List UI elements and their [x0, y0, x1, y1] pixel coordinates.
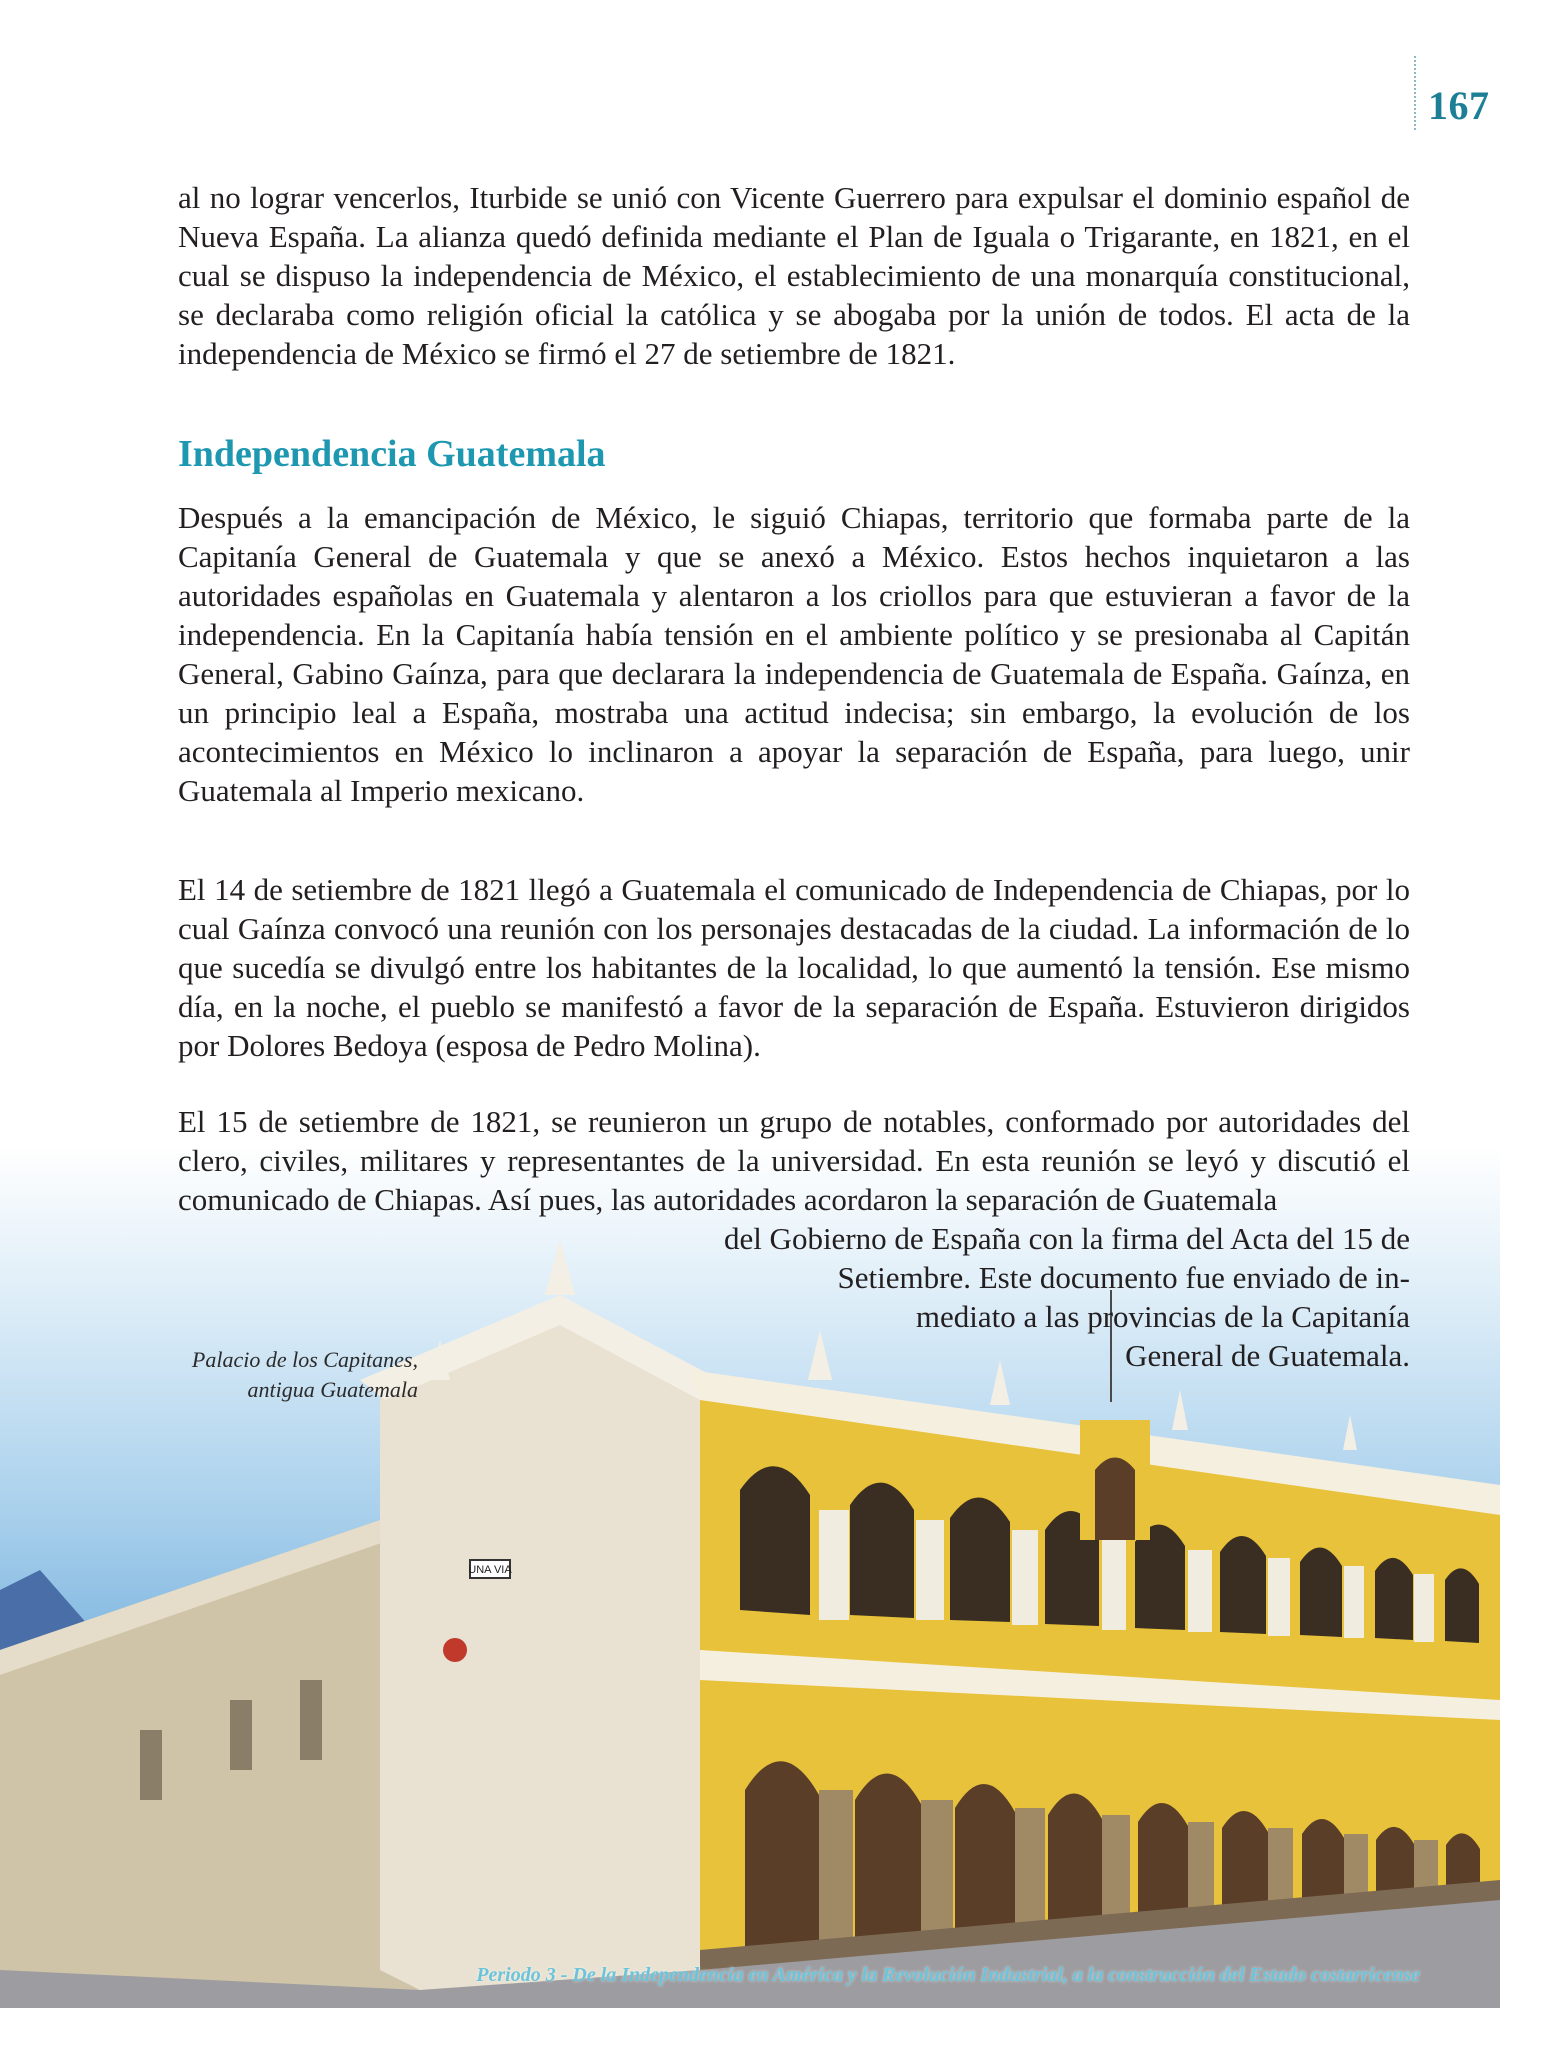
section-heading: Independencia Guatemala: [178, 433, 606, 475]
corner-block-shape: [380, 1320, 700, 1990]
page-number: 167: [1428, 83, 1490, 128]
footer-period-title: Periodo 3 - De la Independencia en América y la Revolución Industrial, a la construcción del Estado costarricense: [476, 1964, 1420, 1986]
page-number-rule: [1414, 56, 1416, 130]
paragraph-intro: al no lograr vencerlos, Iturbide se unió con Vicente Guerrero para expulsar el dominio español de Nueva España. La alianza quedó definida mediante el Plan de Iguala o Trigarante, en 1821, en el cual se dispuso la independencia de México, el establecimiento de una monarquía constitucional, se declaraba como religión oficial la católica y se abogaba por la unión de todos. El acta de la independencia de México se firmó el 27 de setiembre de 1821.: [178, 180, 1410, 371]
street-sign-text: UNA VIA: [468, 1564, 512, 1576]
paragraph-3-continuation: del Gobierno de España con la firma del Acta del 15 de Setiembre. Este documento fue enviado de in- mediato a las provincias de la Capitanía General de Guatemala.: [723, 1221, 1410, 1373]
stop-sign-shape: [443, 1638, 467, 1662]
photo-caption: Palacio de los Capitanes, antigua Guatemala: [191, 1347, 418, 1402]
paragraph-2: El 14 de setiembre de 1821 llegó a Guatemala el comunicado de Independencia de Chiapas, por lo cual Gaínza convocó una reunión con los personajes destacadas de la ciudad. La información de lo que sucedía se divulgó entre los habitantes de la localidad, lo que aumentó la tensión. Ese mismo día, en la noche, el pueblo se manifestó a favor de la separación de España. Estuvieron dirigidos por Dolores Bedoya (esposa de Pedro Molina).: [178, 872, 1410, 1063]
paragraph-3: El 15 de setiembre de 1821, se reunieron un grupo de notables, conformado por autoridades del clero, civiles, militares y representantes de la universidad. En esta reunión se leyó y discutió el comunicado de Chiapas. Así pues, las autoridades acordaron la separación de Guatemala: [178, 1104, 1410, 1217]
paragraph-1: Después a la emancipación de México, le siguió Chiapas, territorio que formaba parte de la Capitanía General de Guatemala y que se anexó a México. Estos hechos inquietaron a las autoridades españolas en Guatemala y alentaron a los criollos para que estuvieran a favor de la independencia. En la Capitanía había tensión en el ambiente político y se presionaba al Capitán General, Gabino Gaínza, para que declarara la independencia de Guatemala de España. Gaínza, en un principio leal a España, mostraba una actitud indecisa; sin embargo, la evolución de los acontecimientos en México lo inclinaron a apoyar la separación de España, para luego, unir Guatemala al Imperio mexicano.: [178, 500, 1410, 808]
